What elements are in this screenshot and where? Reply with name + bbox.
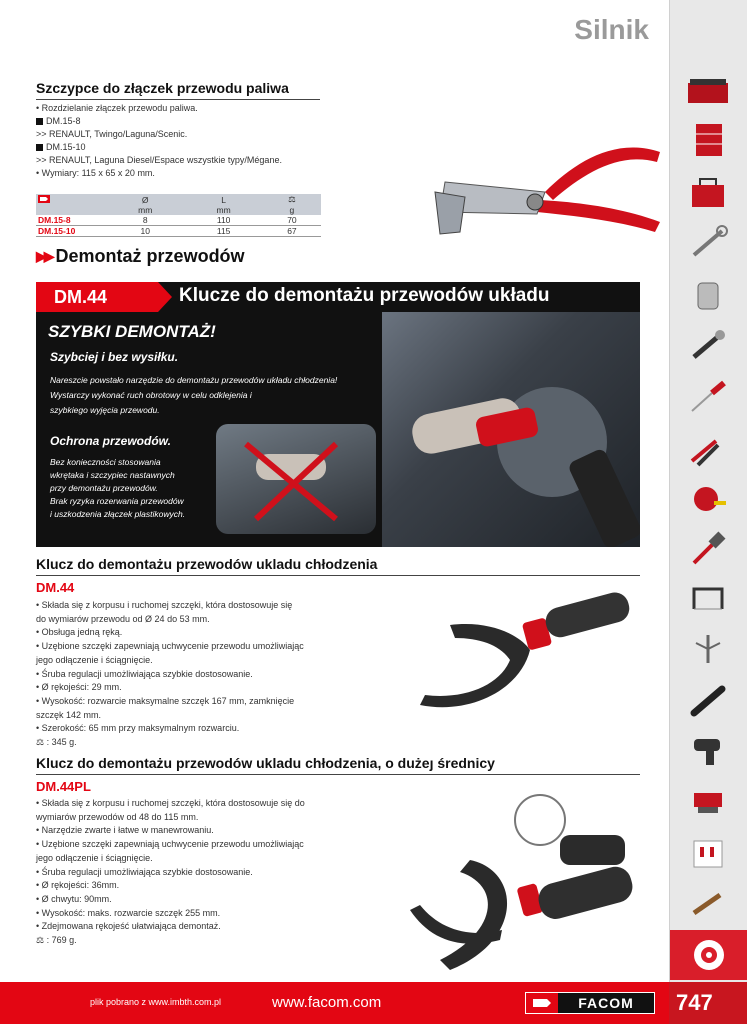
vise-icon[interactable] [680, 782, 736, 820]
unit-cell: mm [184, 205, 262, 215]
dm44-description: • Składa się z korpusu i ruchomej szczęki, która dostosowuje się do wymiarów przewodu od Ø 24 do 53 mm. • Obsługa jedną ręką. • Uzębione szczęki zapewniają uchwycenie przewodu umożliwiając jego odłączenie i ściągnięcie. • Śruba regulacji umożliwiająca szybkie dostosowanie. • Ø rękojeści: 29 mm. • Wysokość: rozwarcie maksymalne szczęk 167 mm, zamknięcie szczęk 142 mm. • Szerokość: 65 mm przy maksymalnym rozwarciu. ⚖ : 345 g. [36, 600, 304, 748]
dm44pl-description: • Składa się z korpusu i ruchomej szczęki, która dostosowuje się do wymiarów przewodów od 48 do 115 mm. • Narzędzie zwarte i łatwe w manewrowaniu. • Uzębione szczęki zapewniają uchwycenie przewodu umożliwiając jego odłączenie i ściągnięcie. • Śruba regulacji umożliwiająca szybkie dostosowanie. • Ø rękojeści: 36mm. • Ø chwytu: 90mm. • Wysokość: maks. rozwarcie szczęk 255 mm. • Zdejmowana rękojeść ułatwiająca demontaż. ⚖ : 769 g. [36, 798, 305, 946]
square-bullet-icon [36, 118, 43, 125]
spec-table [36, 194, 321, 237]
desc-line: >> RENAULT, Twingo/Laguna/Scenic. [36, 129, 188, 139]
fuel-line-pliers-image [425, 122, 665, 247]
website-link[interactable]: www.facom.com [272, 994, 382, 1011]
table-header-row [36, 194, 321, 205]
pliers-icon[interactable] [680, 430, 736, 468]
desc-line: >> RENAULT, Laguna Diesel/Espace wszystkie typy/Mégane. [36, 155, 282, 165]
product-code: DM.44PL [36, 779, 91, 794]
table-cell: 115 [184, 226, 262, 237]
puller-icon[interactable] [680, 630, 736, 668]
product-code-badge: DM.44 [36, 282, 158, 312]
desc-line: • Wymiary: 115 x 65 x 20 mm. [36, 168, 155, 178]
hacksaw-icon[interactable] [680, 580, 736, 618]
product-title-bar [36, 282, 640, 312]
promo-banner [36, 312, 640, 547]
column-header: Ø [106, 194, 184, 205]
promo-title-2: Ochrona przewodów. [50, 434, 171, 448]
product-code: DM.44 [36, 580, 75, 595]
fuel-pliers-description [36, 102, 282, 180]
desc-line: DM.15-8 [36, 115, 282, 128]
column-header: L [184, 194, 262, 205]
screwdriver-prohibited-image [216, 424, 376, 534]
table-row [36, 215, 321, 226]
category-sidebar [669, 0, 747, 1024]
ratchet-icon[interactable] [680, 326, 736, 364]
promo-title: SZYBKI DEMONTAŻ! [48, 322, 216, 341]
wrench-icon[interactable] [680, 224, 736, 262]
promo-text-2: Bez konieczności stosowania wkrętaka i szczypiec nastawnych przy demontażu przewodów. Brak ryzyka rozerwania przewodów i uszkodzenia złączek plastikowych. [50, 457, 186, 519]
facom-mark-icon [526, 993, 558, 1013]
engine-icon[interactable] [670, 930, 747, 980]
product-code[interactable]: DM.15-8 [36, 215, 106, 226]
unit-cell: mm [106, 205, 184, 215]
product-title: Klucze do demontażu przewodów układu [179, 285, 550, 306]
table-cell: 110 [184, 215, 262, 226]
toolbox-icon[interactable] [680, 72, 736, 110]
table-cell: 67 [263, 226, 321, 237]
desc-line: • Rozdzielanie złączek przewodu paliwa. [36, 103, 198, 113]
socket-icon[interactable] [680, 276, 736, 314]
impact-wrench-icon[interactable] [680, 732, 736, 770]
desc-line: DM.15-10 [36, 141, 282, 154]
electrical-icon[interactable] [680, 834, 736, 872]
unit-cell: g [263, 205, 321, 215]
section-heading-dm44: Klucz do demontażu przewodów ukladu chłodzenia [36, 556, 640, 576]
download-note: plik pobrano z www.imbth.com.pl [90, 997, 222, 1007]
table-cell: 8 [106, 215, 184, 226]
table-units-row [36, 205, 321, 215]
hammer-icon[interactable] [680, 530, 736, 568]
footer [0, 982, 747, 1024]
tool-cabinet-icon[interactable] [680, 122, 736, 160]
column-header: ⚖ [263, 194, 321, 205]
page-title: Silnik [574, 14, 649, 45]
page-number: 747 [676, 990, 713, 1015]
promo-subtitle: Szybciej i bez wysiłku. [50, 350, 179, 364]
section-heading-fuel-pliers: Szczypce do złączek przewodu paliwa [36, 80, 320, 100]
dm44pl-tool-image [390, 790, 650, 980]
double-arrow-icon: ▶▶ [36, 248, 52, 264]
pneumatic-tool-icon[interactable] [680, 682, 736, 720]
dm44-tool-image [410, 590, 640, 730]
table-cell: 70 [263, 215, 321, 226]
engine-photo [382, 312, 640, 547]
screwdriver-icon[interactable] [680, 378, 736, 416]
square-bullet-icon [36, 144, 43, 151]
facom-mark-icon [36, 194, 106, 205]
table-row [36, 226, 321, 237]
section-heading-hose-removal: ▶▶ Demontaż przewodów [36, 246, 245, 266]
product-code[interactable]: DM.15-10 [36, 226, 106, 237]
table-cell: 10 [106, 226, 184, 237]
facom-logo: FACOM [525, 992, 655, 1014]
tape-measure-icon[interactable] [680, 480, 736, 518]
section-heading-dm44pl: Klucz do demontażu przewodów ukladu chłodzenia, o dużeȷ średnicy [36, 755, 640, 775]
tool-chest-icon[interactable] [680, 174, 736, 212]
misc-tool-icon[interactable] [680, 884, 736, 922]
promo-text: Nareszcie powstało narzędzie do demontażu przewodów układu chłodzenia! Wystarczy wykonać ruch obrotowy w celu odklejenia i szybkiego wyjęcia przewodu. [50, 375, 338, 415]
